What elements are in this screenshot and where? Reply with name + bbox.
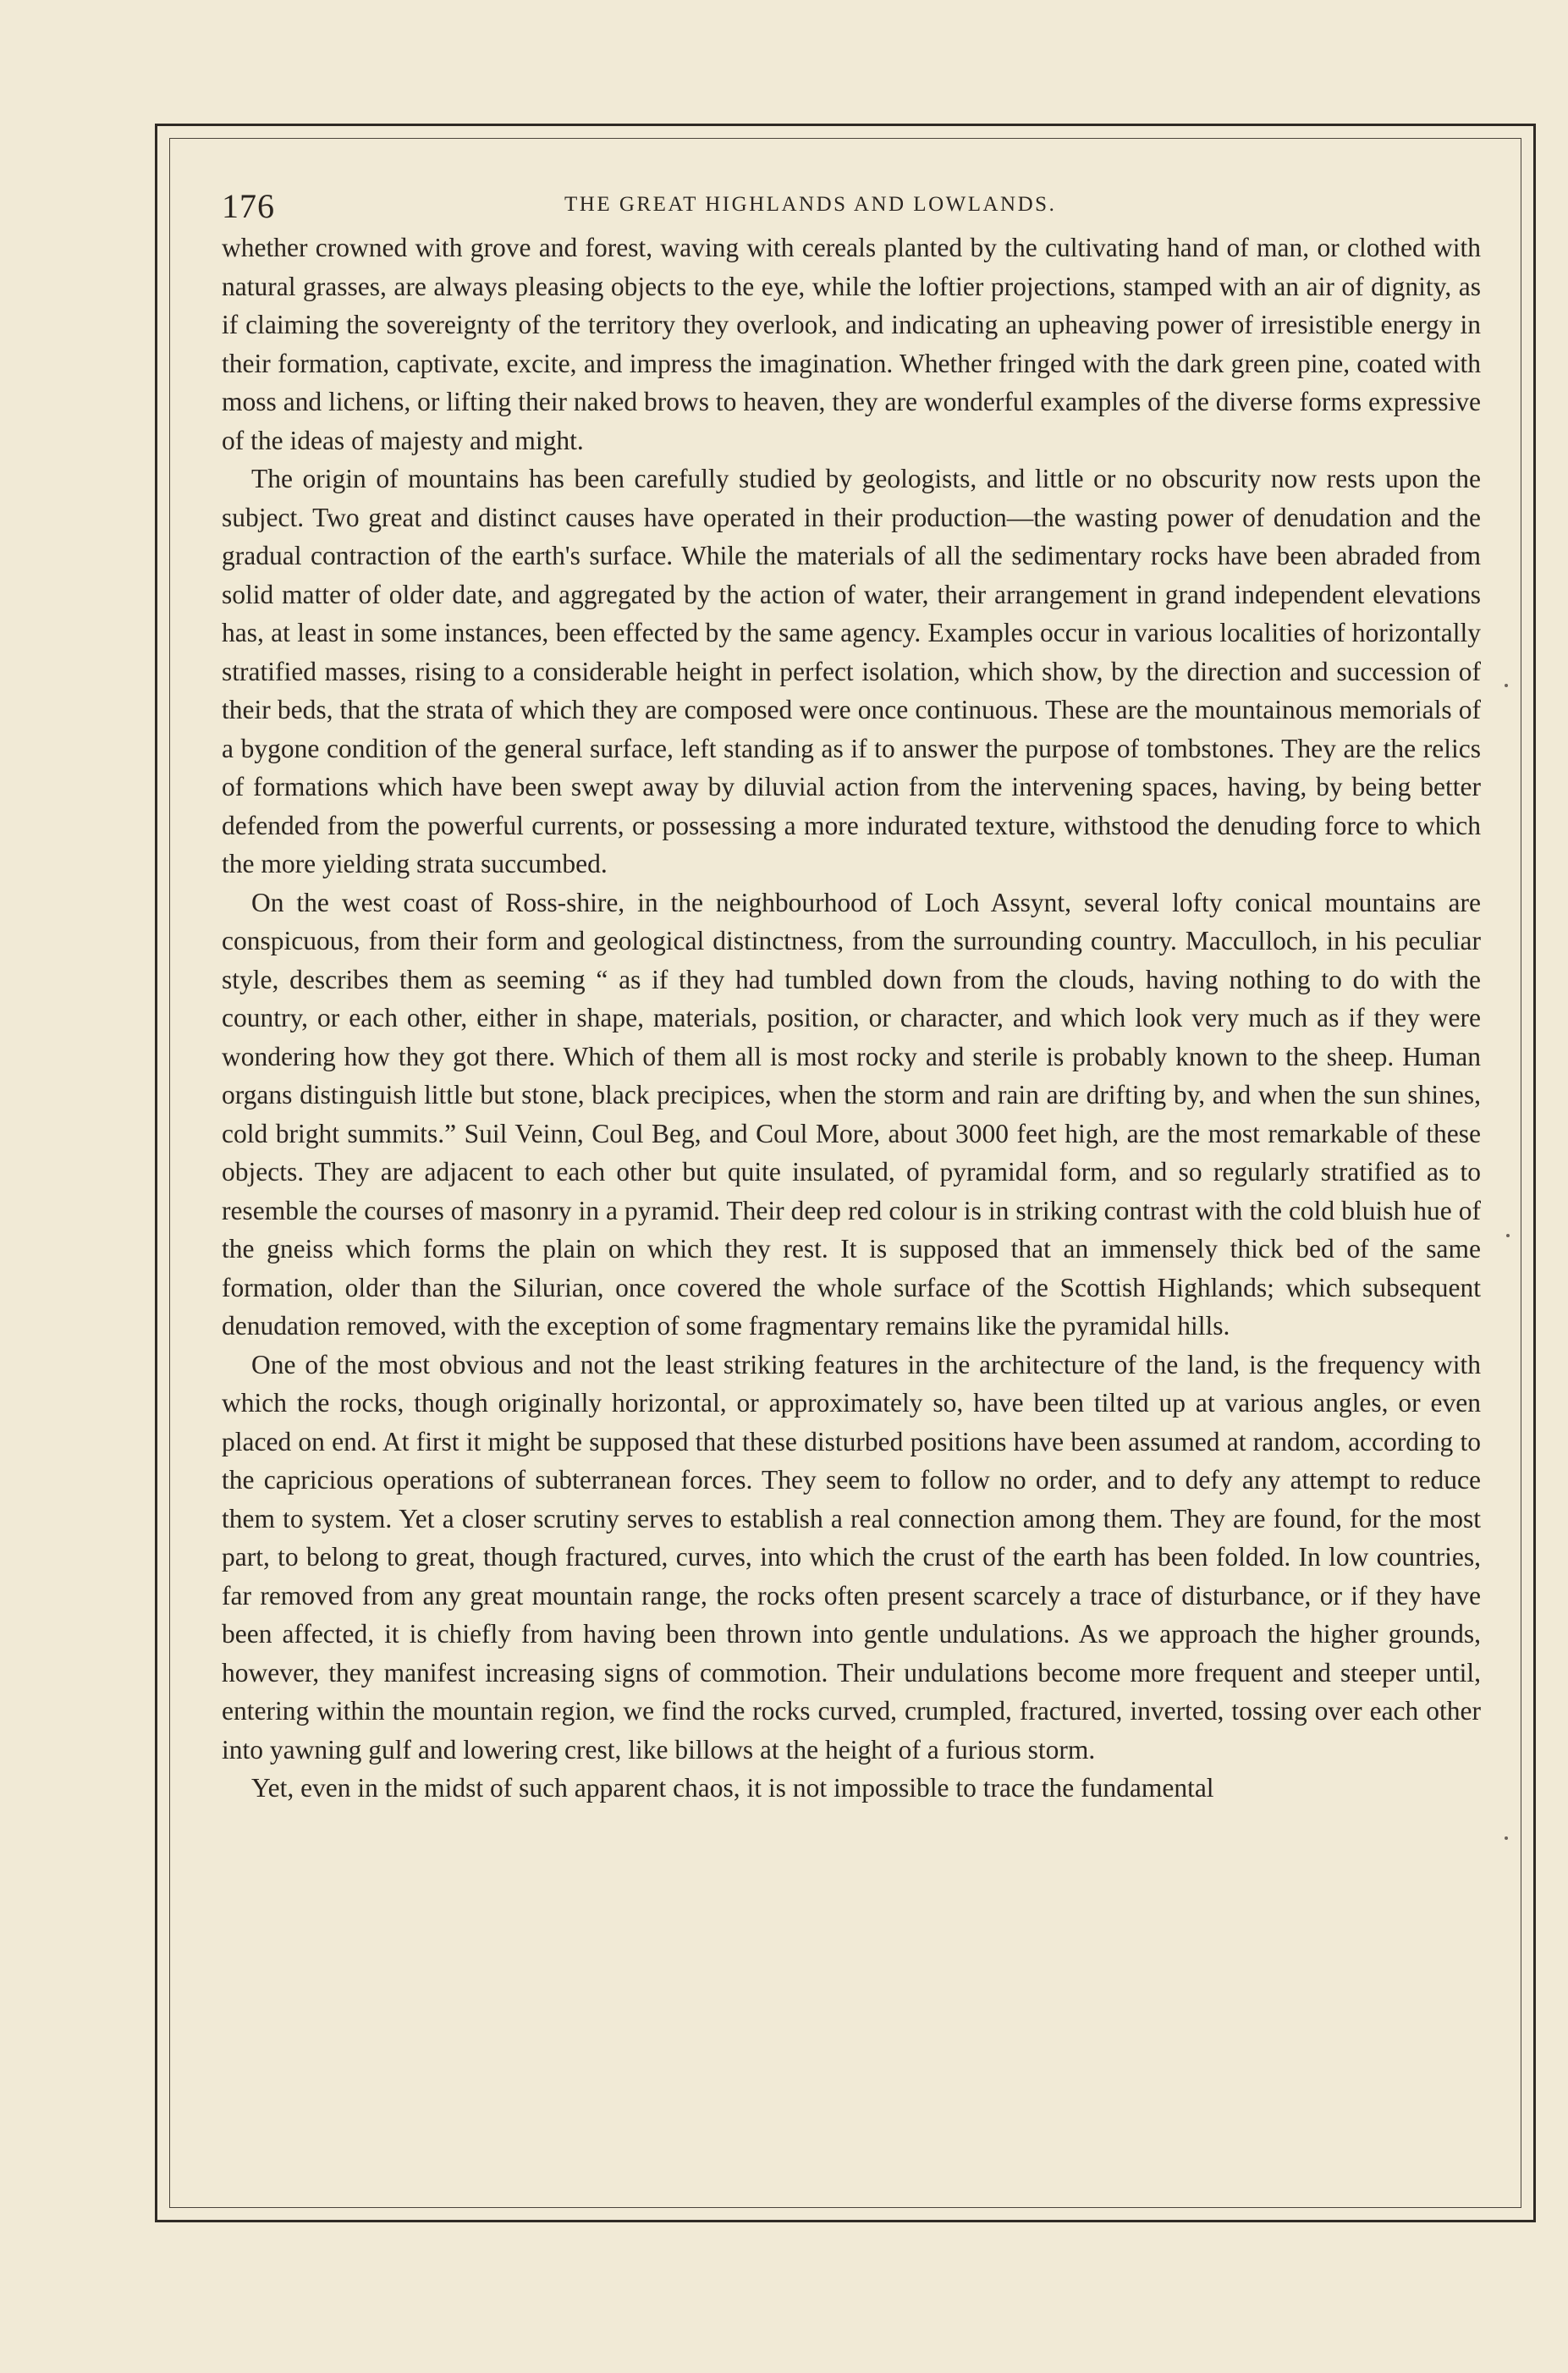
margin-speck bbox=[1505, 1836, 1508, 1840]
paragraph-origin-of-mountains: The origin of mountains has been carefully studied by geologists, and little or no obscurity now rests upon the subject. Two great and distinct causes have operated in their production—the wasting power of denudation and the gradual contraction of the earth's surface. While the materials of all the sedimentary rocks have been abraded from solid matter of older date, and aggregated by the action of water, their arrangement in grand independent elevations has, at least in some instances, been effected by the same agency. Examples occur in various localities of horizontally stratified masses, rising to a considerable height in perfect isolation, which show, by the direction and succession of their beds, that the strata of which they are composed were once continuous. These are the mountainous memorials of a bygone condition of the general surface, left standing as if to answer the purpose of tombstones. They are the relics of formations which have been swept away by diluvial action from the intervening spaces, having, by being better defended from the powerful currents, or possessing a more indurated texture, withstood the denuding force to which the more yielding strata succumbed. bbox=[222, 464, 1481, 878]
paragraph-apparent-chaos: Yet, even in the midst of such apparent chaos, it is not impossible to trace the fundamental bbox=[251, 1773, 1214, 1803]
running-title: THE GREAT HIGHLANDS AND LOWLANDS. bbox=[564, 193, 1057, 216]
paragraph-continuation: whether crowned with grove and forest, waving with cereals planted by the cultivating hand of man, or clothed with natural grasses, are always pleasing objects to the eye, while the loftier projections, stamped with an air of dignity, as if claiming the sovereignty of the territory they overlook, and indicating an upheaving power of irresistible energy in their formation, captivate, excite, and impress the imagination. Whether fringed with the dark green pine, coated with moss and lichens, or lifting their naked brows to heaven, they are wonderful examples of the diverse forms expressive of the ideas of majesty and might. bbox=[222, 233, 1481, 455]
paragraph-ross-shire: On the west coast of Ross-shire, in the neighbourhood of Loch Assynt, several lofty conical mountains are conspicuous, from their form and geological distinctness, from the surrounding country. Macculloch, in his peculiar style, describes them as seeming “ as if they had tumbled down from the clouds, having nothing to do with the country, or each other, either in shape, materials, position, or character, and which look very much as if they were wondering how they got there. Which of them all is most rocky and sterile is probably known to the sheep. Human organs distinguish little but stone, black precipices, when the storm and rain are drifting by, and when the sun shines, cold bright summits.” Suil Veinn, Coul Beg, and Coul More, about 3000 feet high, are the most remarkable of these objects. They are adjacent to each other but quite insulated, of pyramidal form, and so regularly stratified as to resemble the courses of masonry in a pyramid. Their deep red colour is in striking contrast with the cold bluish hue of the gneiss which forms the plain on which they rest. It is supposed that an immensely thick bed of the same formation, older than the Silurian, once covered the whole surface of the Scottish Highlands; which subsequent denudation removed, with the exception of some fragmentary remains like the pyramidal hills. bbox=[222, 887, 1481, 1341]
margin-speck bbox=[1505, 684, 1508, 687]
paragraph-tilted-rocks: One of the most obvious and not the least striking features in the architecture of the land, is the frequency with which the rocks, though originally horizontal, or approximately so, have been tilted up at various angles, or even placed on end. At first it might be supposed that these disturbed positions have been assumed at random, according to the capricious operations of subterranean forces. They seem to follow no order, and to defy any attempt to reduce them to system. Yet a closer scrutiny serves to establish a real connection among them. They are found, for the most part, to belong to great, though fractured, curves, into which the crust of the earth has been folded. In low countries, far removed from any great mountain range, the rocks often present scarcely a trace of disturbance, or if they have been affected, it is chiefly from having been thrown into gentle undulations. As we approach the higher grounds, however, they manifest increasing signs of commotion. Their undulations become more frequent and steeper until, entering within the mountain region, we find the rocks curved, crumpled, fractured, inverted, tossing over each other into yawning gulf and lowering crest, like billows at the height of a furious storm. bbox=[222, 1349, 1481, 1765]
running-head bbox=[222, 186, 1481, 223]
page-number: 176 bbox=[222, 187, 275, 225]
margin-speck bbox=[1506, 1234, 1510, 1237]
page-content bbox=[222, 186, 1481, 1808]
